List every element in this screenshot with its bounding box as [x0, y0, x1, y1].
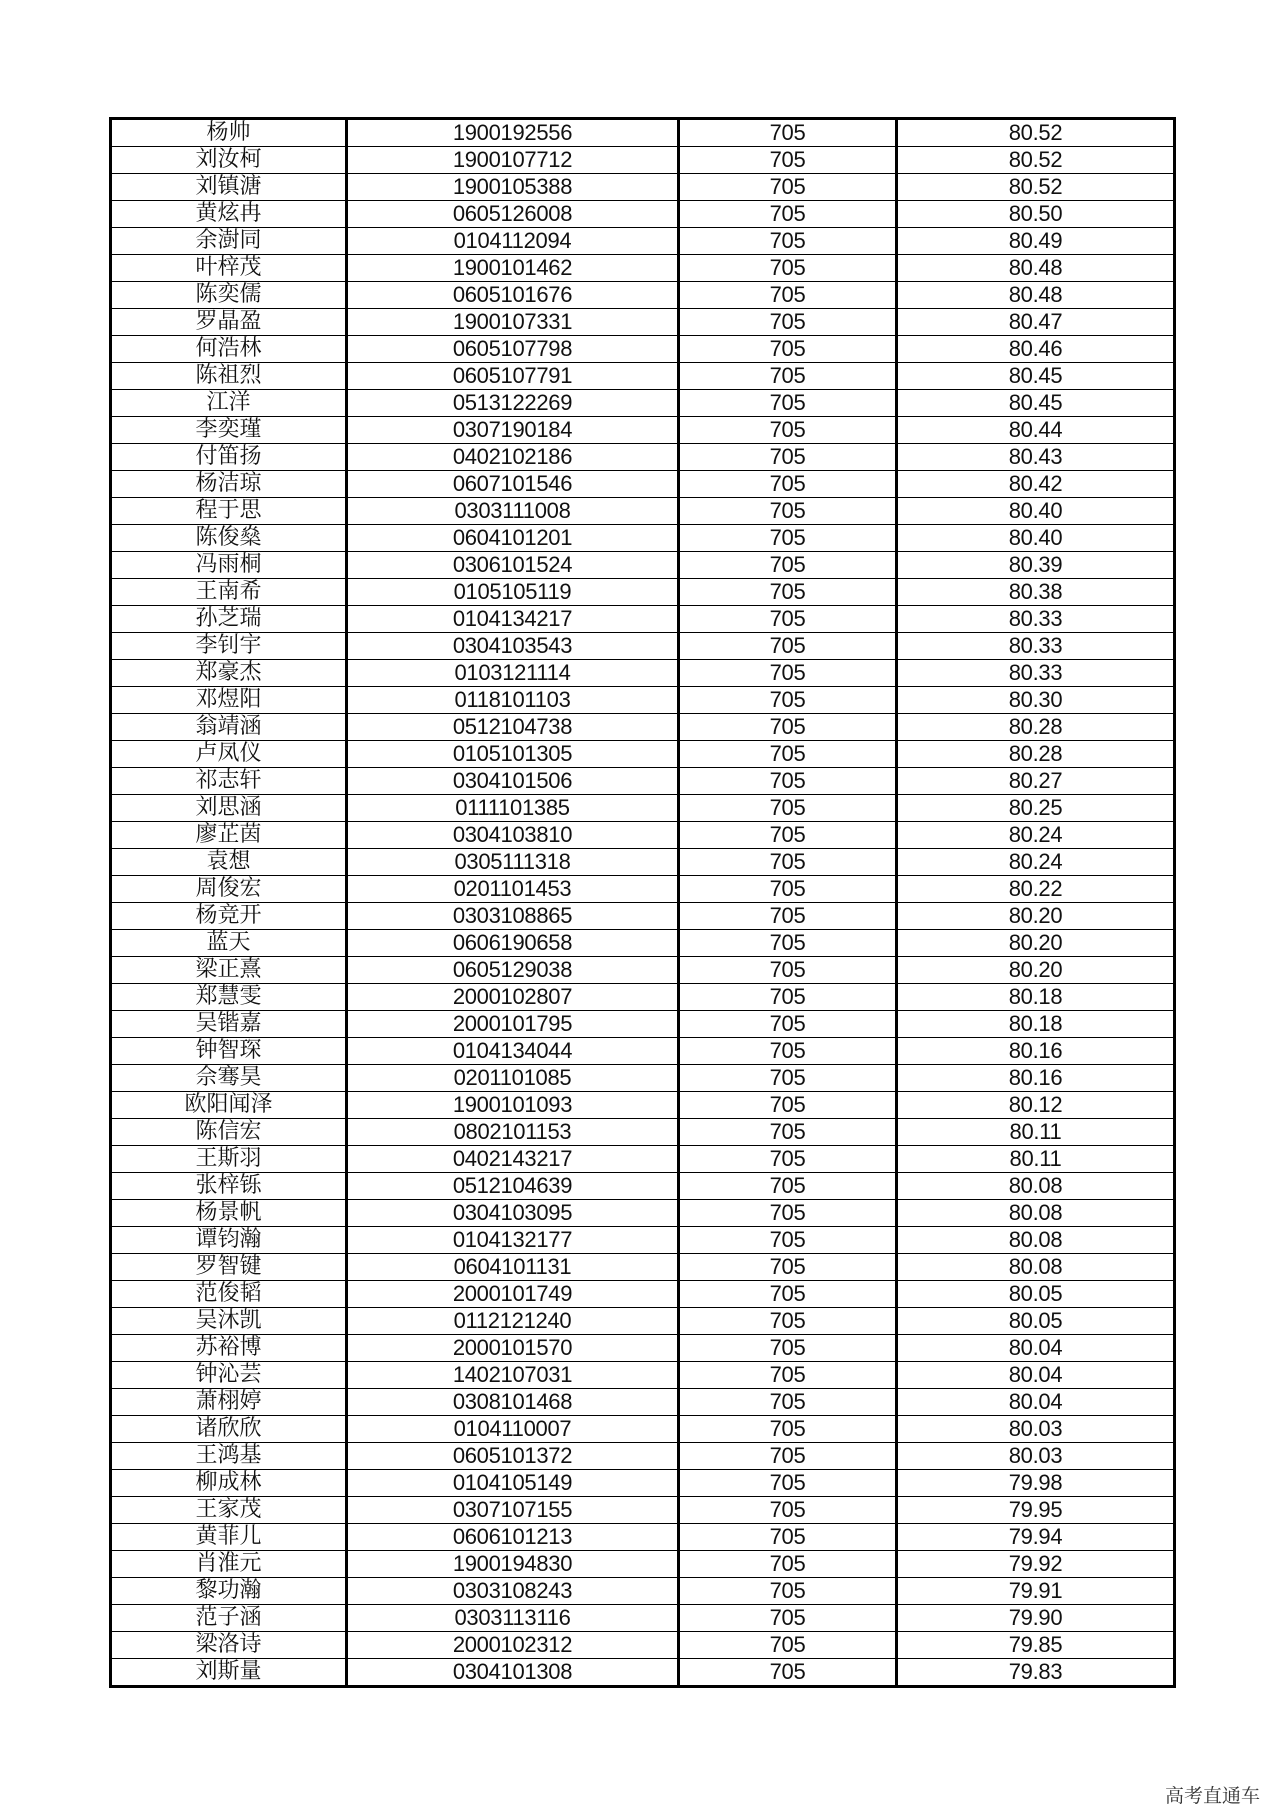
code-cell: 705 — [679, 1038, 897, 1065]
id-cell: 0105101305 — [347, 741, 679, 768]
name-cell: 梁洛诗 — [111, 1632, 347, 1659]
name-cell: 钟沁芸 — [111, 1362, 347, 1389]
id-cell: 1900107712 — [347, 147, 679, 174]
score-cell: 80.08 — [897, 1227, 1175, 1254]
score-cell: 79.83 — [897, 1659, 1175, 1687]
code-cell: 705 — [679, 525, 897, 552]
id-cell: 0303111008 — [347, 498, 679, 525]
name-cell: 刘镇溏 — [111, 174, 347, 201]
id-cell: 0303113116 — [347, 1605, 679, 1632]
table-row — [111, 1200, 1175, 1227]
name-cell: 范俊韬 — [111, 1281, 347, 1308]
table-row — [111, 714, 1175, 741]
name-cell: 翁靖涵 — [111, 714, 347, 741]
score-cell: 80.33 — [897, 606, 1175, 633]
table-row — [111, 606, 1175, 633]
id-cell: 0512104639 — [347, 1173, 679, 1200]
id-cell: 0104132177 — [347, 1227, 679, 1254]
table-row — [111, 282, 1175, 309]
score-cell: 80.20 — [897, 903, 1175, 930]
id-cell: 0201101085 — [347, 1065, 679, 1092]
score-cell: 80.40 — [897, 498, 1175, 525]
table-row — [111, 741, 1175, 768]
name-cell: 刘思涵 — [111, 795, 347, 822]
score-cell: 80.52 — [897, 119, 1175, 147]
name-cell: 罗晶盈 — [111, 309, 347, 336]
code-cell: 705 — [679, 984, 897, 1011]
name-cell: 何浩林 — [111, 336, 347, 363]
table-row — [111, 1335, 1175, 1362]
score-cell: 80.45 — [897, 363, 1175, 390]
name-cell: 吴沐凯 — [111, 1308, 347, 1335]
table-row — [111, 1173, 1175, 1200]
name-cell: 孙芝瑞 — [111, 606, 347, 633]
id-cell: 0104112094 — [347, 228, 679, 255]
id-cell: 0402143217 — [347, 1146, 679, 1173]
table-row — [111, 957, 1175, 984]
id-cell: 0304103810 — [347, 822, 679, 849]
code-cell: 705 — [679, 1254, 897, 1281]
code-cell: 705 — [679, 147, 897, 174]
code-cell: 705 — [679, 1335, 897, 1362]
code-cell: 705 — [679, 579, 897, 606]
name-cell: 欧阳闻泽 — [111, 1092, 347, 1119]
name-cell: 黎功瀚 — [111, 1578, 347, 1605]
table-row — [111, 1524, 1175, 1551]
score-table-container — [109, 117, 1173, 1688]
table-row — [111, 174, 1175, 201]
name-cell: 李奕瑾 — [111, 417, 347, 444]
score-cell: 80.52 — [897, 174, 1175, 201]
score-cell: 80.49 — [897, 228, 1175, 255]
table-row — [111, 1551, 1175, 1578]
id-cell: 0307107155 — [347, 1497, 679, 1524]
table-row — [111, 552, 1175, 579]
name-cell: 罗智键 — [111, 1254, 347, 1281]
code-cell: 705 — [679, 606, 897, 633]
name-cell: 刘汝柯 — [111, 147, 347, 174]
code-cell: 705 — [679, 903, 897, 930]
id-cell: 0605107791 — [347, 363, 679, 390]
name-cell: 卢凤仪 — [111, 741, 347, 768]
table-row — [111, 822, 1175, 849]
code-cell: 705 — [679, 444, 897, 471]
id-cell: 0604101131 — [347, 1254, 679, 1281]
table-row — [111, 1038, 1175, 1065]
code-cell: 705 — [679, 498, 897, 525]
score-table-body — [111, 119, 1175, 1687]
id-cell: 1900107331 — [347, 309, 679, 336]
table-row — [111, 1362, 1175, 1389]
table-row — [111, 228, 1175, 255]
name-cell: 黄菲儿 — [111, 1524, 347, 1551]
score-cell: 80.03 — [897, 1443, 1175, 1470]
id-cell: 0111101385 — [347, 795, 679, 822]
id-cell: 0607101546 — [347, 471, 679, 498]
code-cell: 705 — [679, 822, 897, 849]
table-row — [111, 1632, 1175, 1659]
id-cell: 0605107798 — [347, 336, 679, 363]
name-cell: 杨帅 — [111, 119, 347, 147]
id-cell: 0105105119 — [347, 579, 679, 606]
score-cell: 80.50 — [897, 201, 1175, 228]
name-cell: 郑慧雯 — [111, 984, 347, 1011]
code-cell: 705 — [679, 471, 897, 498]
name-cell: 诸欣欣 — [111, 1416, 347, 1443]
name-cell: 祁志轩 — [111, 768, 347, 795]
table-row — [111, 1605, 1175, 1632]
id-cell: 2000101749 — [347, 1281, 679, 1308]
id-cell: 0104134044 — [347, 1038, 679, 1065]
table-row — [111, 1281, 1175, 1308]
score-cell: 80.04 — [897, 1389, 1175, 1416]
watermark-text: 高考直通车 — [1164, 1785, 1260, 1807]
table-row — [111, 1470, 1175, 1497]
table-row — [111, 930, 1175, 957]
code-cell: 705 — [679, 1146, 897, 1173]
name-cell: 李钊宇 — [111, 633, 347, 660]
table-row — [111, 1578, 1175, 1605]
score-cell: 80.04 — [897, 1362, 1175, 1389]
name-cell: 陈奕儒 — [111, 282, 347, 309]
id-cell: 0303108243 — [347, 1578, 679, 1605]
score-cell: 80.24 — [897, 849, 1175, 876]
score-cell: 80.46 — [897, 336, 1175, 363]
score-cell: 80.20 — [897, 930, 1175, 957]
name-cell: 萧栩婷 — [111, 1389, 347, 1416]
name-cell: 王斯羽 — [111, 1146, 347, 1173]
table-row — [111, 201, 1175, 228]
score-cell: 80.04 — [897, 1335, 1175, 1362]
code-cell: 705 — [679, 363, 897, 390]
code-cell: 705 — [679, 309, 897, 336]
id-cell: 0201101453 — [347, 876, 679, 903]
score-cell: 80.40 — [897, 525, 1175, 552]
table-row — [111, 1065, 1175, 1092]
name-cell: 杨景帆 — [111, 1200, 347, 1227]
id-cell: 0118101103 — [347, 687, 679, 714]
id-cell: 0402102186 — [347, 444, 679, 471]
id-cell: 0304101308 — [347, 1659, 679, 1687]
table-row — [111, 849, 1175, 876]
score-table — [109, 117, 1176, 1688]
code-cell: 705 — [679, 849, 897, 876]
table-row — [111, 660, 1175, 687]
code-cell: 705 — [679, 1065, 897, 1092]
table-row — [111, 255, 1175, 282]
name-cell: 廖芷茵 — [111, 822, 347, 849]
name-cell: 钟智琛 — [111, 1038, 347, 1065]
score-cell: 80.45 — [897, 390, 1175, 417]
score-cell: 80.28 — [897, 741, 1175, 768]
score-cell: 80.24 — [897, 822, 1175, 849]
code-cell: 705 — [679, 1092, 897, 1119]
code-cell: 705 — [679, 1578, 897, 1605]
name-cell: 苏裕博 — [111, 1335, 347, 1362]
id-cell: 1900105388 — [347, 174, 679, 201]
id-cell: 0112121240 — [347, 1308, 679, 1335]
id-cell: 2000102312 — [347, 1632, 679, 1659]
score-cell: 80.03 — [897, 1416, 1175, 1443]
score-cell: 79.95 — [897, 1497, 1175, 1524]
code-cell: 705 — [679, 633, 897, 660]
code-cell: 705 — [679, 417, 897, 444]
id-cell: 0605101372 — [347, 1443, 679, 1470]
name-cell: 杨洁琼 — [111, 471, 347, 498]
id-cell: 0305111318 — [347, 849, 679, 876]
code-cell: 705 — [679, 1011, 897, 1038]
name-cell: 郑豪杰 — [111, 660, 347, 687]
code-cell: 705 — [679, 1497, 897, 1524]
id-cell: 2000102807 — [347, 984, 679, 1011]
id-cell: 0513122269 — [347, 390, 679, 417]
code-cell: 705 — [679, 1605, 897, 1632]
name-cell: 周俊宏 — [111, 876, 347, 903]
name-cell: 刘斯量 — [111, 1659, 347, 1687]
table-row — [111, 471, 1175, 498]
code-cell: 705 — [679, 1389, 897, 1416]
code-cell: 705 — [679, 660, 897, 687]
code-cell: 705 — [679, 1308, 897, 1335]
score-cell: 80.33 — [897, 633, 1175, 660]
name-cell: 柳成林 — [111, 1470, 347, 1497]
table-row — [111, 1092, 1175, 1119]
code-cell: 705 — [679, 1416, 897, 1443]
score-cell: 80.08 — [897, 1173, 1175, 1200]
name-cell: 肖淮元 — [111, 1551, 347, 1578]
id-cell: 0104110007 — [347, 1416, 679, 1443]
table-row — [111, 687, 1175, 714]
name-cell: 袁想 — [111, 849, 347, 876]
table-row — [111, 579, 1175, 606]
id-cell: 0605101676 — [347, 282, 679, 309]
id-cell: 0303108865 — [347, 903, 679, 930]
id-cell: 0606101213 — [347, 1524, 679, 1551]
table-row — [111, 795, 1175, 822]
score-cell: 80.16 — [897, 1065, 1175, 1092]
id-cell: 0512104738 — [347, 714, 679, 741]
id-cell: 0802101153 — [347, 1119, 679, 1146]
code-cell: 705 — [679, 201, 897, 228]
name-cell: 谭钧瀚 — [111, 1227, 347, 1254]
id-cell: 0604101201 — [347, 525, 679, 552]
code-cell: 705 — [679, 1281, 897, 1308]
code-cell: 705 — [679, 714, 897, 741]
code-cell: 705 — [679, 1524, 897, 1551]
id-cell: 1402107031 — [347, 1362, 679, 1389]
score-cell: 80.33 — [897, 660, 1175, 687]
code-cell: 705 — [679, 957, 897, 984]
table-row — [111, 336, 1175, 363]
score-cell: 80.18 — [897, 1011, 1175, 1038]
name-cell: 邓煜阳 — [111, 687, 347, 714]
name-cell: 吴锴嘉 — [111, 1011, 347, 1038]
name-cell: 佘骞昊 — [111, 1065, 347, 1092]
name-cell: 陈俊燊 — [111, 525, 347, 552]
table-row — [111, 309, 1175, 336]
name-cell: 程于思 — [111, 498, 347, 525]
code-cell: 705 — [679, 119, 897, 147]
score-cell: 80.08 — [897, 1200, 1175, 1227]
code-cell: 705 — [679, 1173, 897, 1200]
id-cell: 0104105149 — [347, 1470, 679, 1497]
table-row — [111, 1119, 1175, 1146]
score-cell: 80.05 — [897, 1308, 1175, 1335]
id-cell: 1900101093 — [347, 1092, 679, 1119]
name-cell: 蓝天 — [111, 930, 347, 957]
table-row — [111, 876, 1175, 903]
score-cell: 80.39 — [897, 552, 1175, 579]
id-cell: 1900101462 — [347, 255, 679, 282]
code-cell: 705 — [679, 552, 897, 579]
code-cell: 705 — [679, 768, 897, 795]
id-cell: 0308101468 — [347, 1389, 679, 1416]
score-cell: 79.98 — [897, 1470, 1175, 1497]
table-row — [111, 147, 1175, 174]
code-cell: 705 — [679, 876, 897, 903]
score-cell: 80.42 — [897, 471, 1175, 498]
table-row — [111, 1227, 1175, 1254]
id-cell: 2000101570 — [347, 1335, 679, 1362]
table-row — [111, 903, 1175, 930]
code-cell: 705 — [679, 228, 897, 255]
table-row — [111, 1011, 1175, 1038]
table-row — [111, 417, 1175, 444]
name-cell: 杨竞开 — [111, 903, 347, 930]
name-cell: 付笛扬 — [111, 444, 347, 471]
table-row — [111, 1443, 1175, 1470]
name-cell: 王鸿基 — [111, 1443, 347, 1470]
table-row — [111, 768, 1175, 795]
score-cell: 80.43 — [897, 444, 1175, 471]
score-cell: 79.85 — [897, 1632, 1175, 1659]
score-cell: 80.05 — [897, 1281, 1175, 1308]
score-cell: 80.25 — [897, 795, 1175, 822]
code-cell: 705 — [679, 1362, 897, 1389]
table-row — [111, 525, 1175, 552]
table-row — [111, 444, 1175, 471]
table-row — [111, 1416, 1175, 1443]
score-cell: 80.16 — [897, 1038, 1175, 1065]
score-cell: 79.91 — [897, 1578, 1175, 1605]
name-cell: 冯雨桐 — [111, 552, 347, 579]
score-cell: 79.92 — [897, 1551, 1175, 1578]
id-cell: 1900192556 — [347, 119, 679, 147]
score-cell: 80.38 — [897, 579, 1175, 606]
name-cell: 叶梓茂 — [111, 255, 347, 282]
code-cell: 705 — [679, 1227, 897, 1254]
table-row — [111, 1146, 1175, 1173]
code-cell: 705 — [679, 1470, 897, 1497]
code-cell: 705 — [679, 390, 897, 417]
table-row — [111, 1659, 1175, 1687]
table-row — [111, 1389, 1175, 1416]
score-cell: 80.30 — [897, 687, 1175, 714]
id-cell: 0306101524 — [347, 552, 679, 579]
name-cell: 余澍同 — [111, 228, 347, 255]
score-cell: 80.12 — [897, 1092, 1175, 1119]
code-cell: 705 — [679, 1200, 897, 1227]
score-cell: 80.47 — [897, 309, 1175, 336]
table-row — [111, 119, 1175, 147]
id-cell: 2000101795 — [347, 1011, 679, 1038]
code-cell: 705 — [679, 741, 897, 768]
id-cell: 0103121114 — [347, 660, 679, 687]
code-cell: 705 — [679, 687, 897, 714]
id-cell: 0304101506 — [347, 768, 679, 795]
code-cell: 705 — [679, 255, 897, 282]
code-cell: 705 — [679, 1632, 897, 1659]
code-cell: 705 — [679, 282, 897, 309]
id-cell: 0304103095 — [347, 1200, 679, 1227]
id-cell: 0304103543 — [347, 633, 679, 660]
table-row — [111, 633, 1175, 660]
name-cell: 范子涵 — [111, 1605, 347, 1632]
name-cell: 黄炫冉 — [111, 201, 347, 228]
table-row — [111, 1308, 1175, 1335]
score-cell: 80.52 — [897, 147, 1175, 174]
table-row — [111, 1254, 1175, 1281]
score-cell: 80.48 — [897, 255, 1175, 282]
name-cell: 王家茂 — [111, 1497, 347, 1524]
code-cell: 705 — [679, 1443, 897, 1470]
name-cell: 梁正熹 — [111, 957, 347, 984]
code-cell: 705 — [679, 1659, 897, 1687]
name-cell: 张梓铄 — [111, 1173, 347, 1200]
score-cell: 80.11 — [897, 1119, 1175, 1146]
table-row — [111, 1497, 1175, 1524]
name-cell: 王南希 — [111, 579, 347, 606]
id-cell: 0307190184 — [347, 417, 679, 444]
name-cell: 陈信宏 — [111, 1119, 347, 1146]
score-cell: 80.28 — [897, 714, 1175, 741]
table-row — [111, 363, 1175, 390]
table-row — [111, 984, 1175, 1011]
score-cell: 80.08 — [897, 1254, 1175, 1281]
score-cell: 80.11 — [897, 1146, 1175, 1173]
table-row — [111, 498, 1175, 525]
id-cell: 0606190658 — [347, 930, 679, 957]
score-cell: 80.20 — [897, 957, 1175, 984]
code-cell: 705 — [679, 1551, 897, 1578]
score-cell: 80.44 — [897, 417, 1175, 444]
score-cell: 80.22 — [897, 876, 1175, 903]
table-row — [111, 390, 1175, 417]
score-cell: 79.94 — [897, 1524, 1175, 1551]
id-cell: 0605129038 — [347, 957, 679, 984]
name-cell: 江洋 — [111, 390, 347, 417]
name-cell: 陈祖烈 — [111, 363, 347, 390]
score-cell: 80.18 — [897, 984, 1175, 1011]
code-cell: 705 — [679, 174, 897, 201]
id-cell: 1900194830 — [347, 1551, 679, 1578]
score-cell: 80.27 — [897, 768, 1175, 795]
code-cell: 705 — [679, 336, 897, 363]
id-cell: 0605126008 — [347, 201, 679, 228]
code-cell: 705 — [679, 795, 897, 822]
score-cell: 80.48 — [897, 282, 1175, 309]
code-cell: 705 — [679, 930, 897, 957]
id-cell: 0104134217 — [347, 606, 679, 633]
score-cell: 79.90 — [897, 1605, 1175, 1632]
code-cell: 705 — [679, 1119, 897, 1146]
